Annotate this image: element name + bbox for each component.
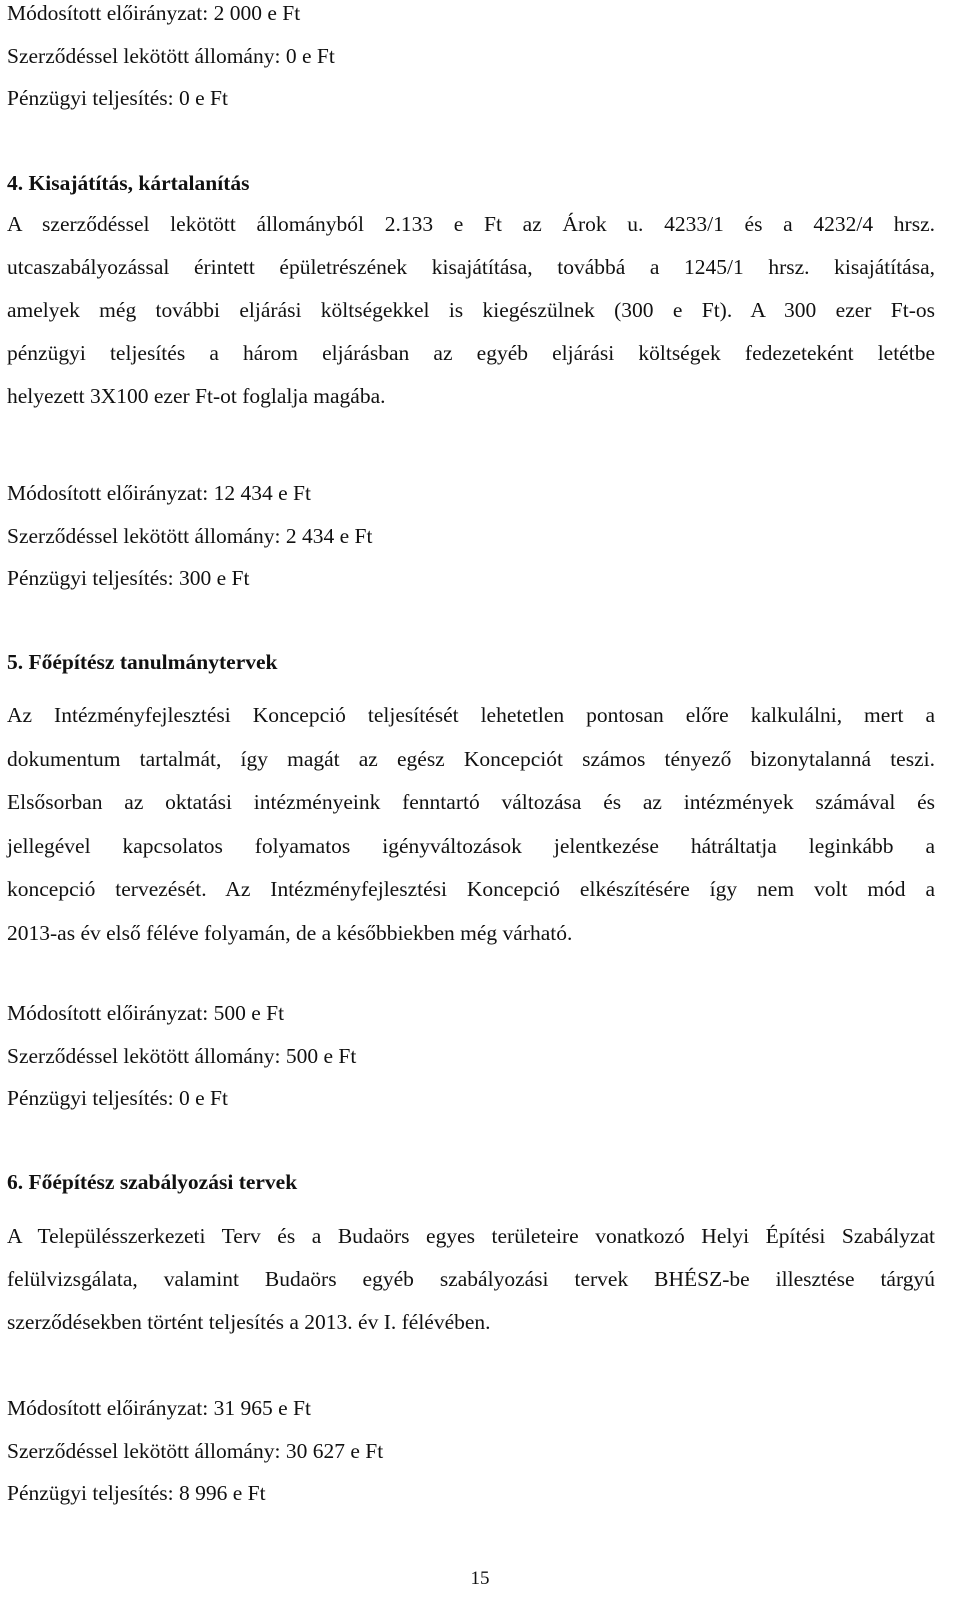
modified-appropriation: Módosított előirányzat: 500 e Ft	[7, 1001, 285, 1025]
paragraph-line: pénzügyi teljesítés a három eljárásban az egyéb eljárási költségek fedezeteként letétbe	[7, 341, 935, 365]
budget-summary-4	[7, 472, 372, 600]
paragraph-line: A Településszerkezeti Terv és a Budaörs egyes területeire vonatkozó Helyi Építési Szabályzat	[7, 1224, 935, 1248]
paragraph-line: utcaszabályozással érintett épületrészének kisajátítása, továbbá a 1245/1 hrsz. kisajátítása,	[7, 255, 935, 279]
section-heading-4: 4. Kisajátítás, kártalanítás	[7, 171, 250, 195]
financial-performance: Pénzügyi teljesítés: 8 996 e Ft	[7, 1481, 266, 1505]
budget-summary-5	[7, 992, 356, 1120]
paragraph-line: A szerződéssel lekötött állományból 2.133 e Ft az Árok u. 4233/1 és a 4232/4 hrsz.	[7, 212, 935, 236]
modified-appropriation: Módosított előirányzat: 2 000 e Ft	[7, 1, 301, 25]
section-paragraph-5	[7, 694, 935, 955]
paragraph-line: szerződésekben történt teljesítés a 2013. év I. félévében.	[7, 1310, 491, 1334]
financial-performance: Pénzügyi teljesítés: 0 e Ft	[7, 1086, 228, 1110]
contracted-amount: Szerződéssel lekötött állomány: 2 434 e Ft	[7, 523, 373, 548]
paragraph-line: felülvizsgálata, valamint Budaörs egyéb szabályozási tervek BHÉSZ-be illesztése tárgyú	[7, 1267, 935, 1291]
section-heading-6: 6. Főépítész szabályozási tervek	[7, 1170, 298, 1194]
section-paragraph-6	[7, 1215, 935, 1344]
paragraph-line: koncepció tervezését. Az Intézményfejlesztési Koncepció elkészítésére így nem volt mód a	[7, 877, 935, 901]
paragraph-line: helyezett 3X100 ezer Ft-ot foglalja magába.	[7, 384, 386, 408]
paragraph-line: 2013-as év első féléve folyamán, de a későbbiekben még várható.	[7, 920, 573, 945]
page-number: 15	[470, 1568, 490, 1589]
paragraph-line: jellegével kapcsolatos folyamatos igényváltozások jelentkezése hátráltatja leginkább a	[7, 833, 935, 858]
contracted-amount: Szerződéssel lekötött állomány: 0 e Ft	[7, 43, 335, 68]
contracted-amount: Szerződéssel lekötött állomány: 30 627 e Ft	[7, 1438, 384, 1463]
paragraph-line: Az Intézményfejlesztési Koncepció teljesítését lehetetlen pontosan előre kalkulálni, mert a	[7, 703, 935, 727]
budget-summary-6	[7, 1387, 383, 1515]
budget-summary-top	[7, 0, 335, 120]
paragraph-line: Elsősorban az oktatási intézményeink fenntartó változása és az intézmények számával és	[7, 790, 935, 814]
section-paragraph-4	[7, 203, 935, 418]
contracted-amount: Szerződéssel lekötött állomány: 500 e Ft	[7, 1043, 357, 1068]
paragraph-line: dokumentum tartalmát, így magát az egész Koncepciót számos tényező bizonytalanná teszi.	[7, 746, 935, 771]
modified-appropriation: Módosított előirányzat: 31 965 e Ft	[7, 1396, 311, 1420]
financial-performance: Pénzügyi teljesítés: 300 e Ft	[7, 566, 250, 590]
section-heading-5: 5. Főépítész tanulmánytervek	[7, 650, 278, 674]
financial-performance: Pénzügyi teljesítés: 0 e Ft	[7, 86, 228, 110]
modified-appropriation: Módosított előirányzat: 12 434 e Ft	[7, 481, 311, 505]
paragraph-line: amelyek még további eljárási költségekkel is kiegészülnek (300 e Ft). A 300 ezer Ft-os	[7, 298, 935, 322]
